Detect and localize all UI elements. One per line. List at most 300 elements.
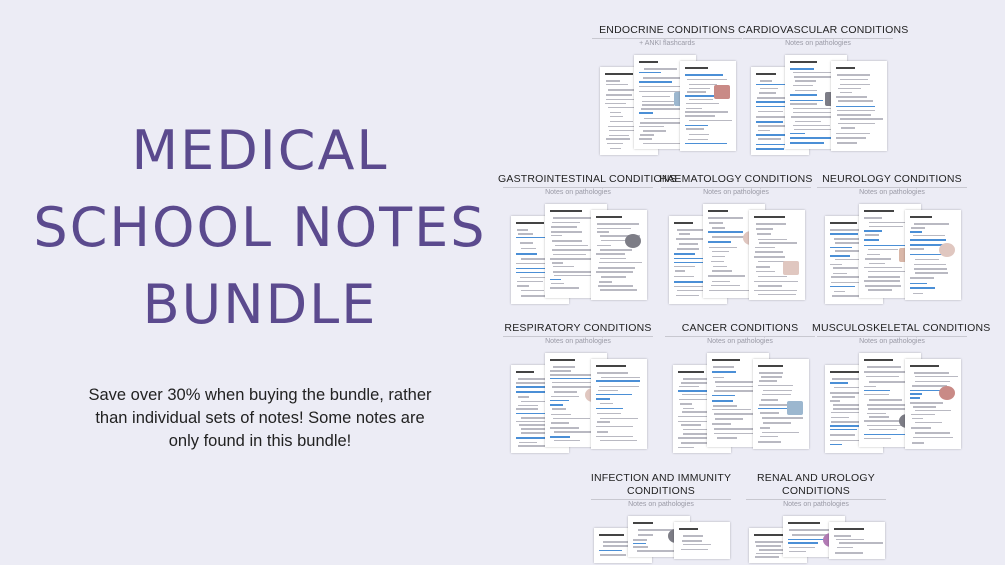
text-line <box>596 398 610 400</box>
category-subtitle: Notes on pathologies <box>545 338 611 345</box>
text-line <box>682 540 702 542</box>
text-line <box>550 378 591 380</box>
page-heading <box>674 222 693 224</box>
text-line <box>758 294 796 296</box>
text-line <box>755 247 775 249</box>
text-line <box>520 242 533 244</box>
text-line <box>864 230 882 232</box>
text-line <box>841 127 855 129</box>
text-line <box>685 143 727 145</box>
text-line <box>868 249 898 251</box>
notes-preview <box>503 200 653 304</box>
text-line <box>518 396 529 398</box>
text-line <box>915 376 958 378</box>
text-line <box>685 125 708 127</box>
text-line <box>554 391 577 393</box>
text-line <box>708 275 745 277</box>
text-line <box>831 421 859 423</box>
page-heading <box>910 365 939 367</box>
text-line <box>757 233 771 235</box>
text-line <box>709 290 755 292</box>
text-line <box>605 103 626 105</box>
text-line <box>756 266 770 268</box>
text-line <box>836 539 864 541</box>
text-line <box>869 263 885 265</box>
text-line <box>596 253 625 255</box>
text-line <box>708 241 731 243</box>
text-line <box>683 429 707 431</box>
text-line <box>601 377 640 379</box>
text-line <box>831 417 849 419</box>
text-line <box>790 133 805 135</box>
text-line <box>864 267 902 269</box>
text-line <box>600 289 637 291</box>
text-line <box>832 396 855 398</box>
text-line <box>689 120 732 122</box>
text-line <box>830 392 860 394</box>
text-line <box>714 433 759 435</box>
text-line <box>864 217 882 219</box>
note-page <box>831 61 887 151</box>
text-line <box>759 380 777 382</box>
text-line <box>599 386 639 388</box>
text-line <box>754 256 785 258</box>
text-line <box>712 371 736 373</box>
text-line <box>516 263 546 265</box>
bundle-title <box>0 112 520 343</box>
text-line <box>550 287 579 289</box>
category-subtitle: Notes on pathologies <box>703 189 769 196</box>
text-line <box>596 271 633 273</box>
text-line <box>837 547 853 549</box>
text-line <box>640 134 654 136</box>
text-line <box>674 276 694 278</box>
page-heading <box>516 371 534 373</box>
text-line <box>833 267 858 269</box>
page-heading <box>678 371 704 373</box>
text-line <box>840 79 868 81</box>
text-line <box>679 243 698 245</box>
text-line <box>680 403 692 405</box>
text-line <box>838 100 873 102</box>
text-line <box>689 84 717 86</box>
text-line <box>639 86 683 88</box>
text-line <box>869 226 903 228</box>
page-heading <box>830 222 857 224</box>
text-line <box>709 222 723 224</box>
text-line <box>639 112 653 114</box>
text-line <box>864 386 876 388</box>
text-line <box>910 283 927 285</box>
text-line <box>834 535 851 537</box>
text-line <box>633 543 646 545</box>
text-line <box>643 130 666 132</box>
text-line <box>598 285 633 287</box>
notes-preview <box>817 349 967 453</box>
text-line <box>830 382 848 384</box>
category-title: HAEMATOLOGY CONDITIONS <box>659 173 813 185</box>
text-line <box>910 277 934 279</box>
category-subtitle: + ANKI flashcards <box>639 40 695 47</box>
category-title: RENAL AND UROLOGY CONDITIONS <box>757 472 875 497</box>
text-line <box>552 262 563 264</box>
category-subtitle: Notes on pathologies <box>785 40 851 47</box>
text-line <box>553 266 574 268</box>
text-line <box>553 366 575 368</box>
text-line <box>600 440 637 442</box>
text-line <box>711 285 740 287</box>
text-line <box>687 79 727 81</box>
text-line <box>837 74 870 76</box>
text-line <box>639 126 664 128</box>
category-subtitle: Notes on pathologies <box>859 338 925 345</box>
text-line <box>789 551 806 553</box>
text-line <box>714 413 754 415</box>
text-line <box>914 372 949 374</box>
text-line <box>911 414 935 416</box>
text-line <box>788 542 818 544</box>
page-heading <box>605 73 633 75</box>
text-line <box>551 231 582 233</box>
text-line <box>839 542 883 544</box>
category-subtitle: Notes on pathologies <box>628 501 694 508</box>
text-line <box>642 104 674 106</box>
note-page <box>591 210 647 300</box>
page-heading <box>599 534 624 536</box>
text-line <box>550 370 571 372</box>
text-line <box>517 281 543 283</box>
text-line <box>599 262 642 264</box>
text-line <box>762 394 791 396</box>
text-line <box>790 103 817 105</box>
text-line <box>754 290 797 292</box>
page-heading <box>756 73 776 75</box>
text-line <box>597 223 639 225</box>
note-page <box>749 210 805 300</box>
category-4 <box>656 173 816 197</box>
text-line <box>596 426 633 428</box>
text-line <box>915 422 942 424</box>
text-line <box>600 249 632 251</box>
text-line <box>708 217 743 219</box>
text-line <box>790 142 824 144</box>
text-line <box>866 376 899 378</box>
notes-preview <box>592 51 742 155</box>
note-page <box>905 210 961 300</box>
text-line <box>838 123 875 125</box>
category-title: CANCER CONDITIONS <box>681 322 799 334</box>
page-heading <box>516 222 544 224</box>
text-line <box>914 223 949 225</box>
text-line <box>596 394 632 396</box>
text-line <box>867 404 908 406</box>
text-line <box>869 399 902 401</box>
text-line <box>552 222 580 224</box>
text-line <box>683 408 694 410</box>
text-line <box>756 134 785 136</box>
category-title: CARDIOVASCULAR CONDITIONS <box>738 24 909 36</box>
note-page <box>753 359 809 449</box>
category-title: ENDOCRINE CONDITIONS <box>599 24 735 36</box>
text-line <box>517 285 529 287</box>
text-line <box>552 240 582 242</box>
text-line <box>552 386 591 388</box>
page-heading <box>596 365 626 367</box>
text-line <box>793 72 836 74</box>
notes-preview <box>741 512 891 563</box>
text-line <box>762 432 799 434</box>
text-line <box>712 423 731 425</box>
illustration <box>787 401 803 415</box>
text-line <box>790 68 814 70</box>
category-8 <box>812 322 991 346</box>
category-6 <box>498 322 658 346</box>
text-line <box>838 88 861 90</box>
text-line <box>761 376 782 378</box>
text-line <box>676 238 706 240</box>
text-line <box>756 148 784 150</box>
text-line <box>517 229 528 231</box>
text-line <box>910 402 943 404</box>
text-line <box>550 436 570 438</box>
text-line <box>912 442 924 444</box>
text-line <box>915 259 939 261</box>
text-line <box>606 84 628 86</box>
text-line <box>552 408 566 410</box>
text-line <box>676 295 699 297</box>
text-line <box>760 88 778 90</box>
text-line <box>834 291 845 293</box>
category-title: MUSCULOSKELETAL CONDITIONS <box>812 322 991 334</box>
text-line <box>912 418 923 420</box>
text-line <box>550 404 563 406</box>
text-line <box>864 280 900 282</box>
text-line <box>712 251 729 253</box>
text-line <box>759 242 797 244</box>
text-line <box>716 386 755 388</box>
text-line <box>709 247 737 249</box>
text-line <box>758 441 781 443</box>
text-line <box>758 239 787 241</box>
text-line <box>712 409 751 411</box>
text-line <box>516 268 546 270</box>
illustration <box>939 243 955 257</box>
text-line <box>597 413 621 415</box>
text-line <box>864 245 909 247</box>
text-line <box>550 279 561 281</box>
text-line <box>643 77 680 79</box>
text-line <box>836 106 875 108</box>
text-line <box>830 429 857 431</box>
text-line <box>867 254 880 256</box>
text-line <box>915 432 950 434</box>
category-9 <box>586 472 736 509</box>
text-line <box>679 399 710 401</box>
text-line <box>633 546 648 548</box>
text-line <box>610 121 633 123</box>
text-line <box>910 239 946 241</box>
page-heading <box>834 528 864 530</box>
page-heading <box>754 534 787 536</box>
text-line <box>793 108 836 110</box>
illustration <box>714 85 730 99</box>
category-subtitle: Notes on pathologies <box>545 189 611 196</box>
text-line <box>910 397 920 399</box>
text-line <box>758 130 770 132</box>
text-line <box>600 403 613 405</box>
text-line <box>674 266 695 268</box>
text-line <box>552 382 594 384</box>
text-line <box>551 235 562 237</box>
text-line <box>756 101 785 103</box>
text-line <box>911 227 925 229</box>
text-line <box>754 281 798 283</box>
text-line <box>689 134 709 136</box>
text-line <box>597 228 631 230</box>
text-line <box>713 266 727 268</box>
text-line <box>597 431 608 433</box>
text-line <box>599 550 622 552</box>
text-line <box>915 381 950 383</box>
text-line <box>713 377 724 379</box>
category-subtitle: Notes on pathologies <box>859 189 925 196</box>
text-line <box>610 112 621 114</box>
category-2 <box>738 24 909 48</box>
text-line <box>830 440 859 442</box>
text-line <box>758 285 782 287</box>
text-line <box>762 417 803 419</box>
text-line <box>521 248 536 250</box>
text-line <box>554 440 580 442</box>
page-heading <box>790 61 817 63</box>
text-line <box>868 271 909 273</box>
text-line <box>678 447 694 449</box>
text-line <box>712 256 725 258</box>
title-line-2: SCHOOL NOTES <box>33 196 487 259</box>
page-heading <box>758 365 783 367</box>
text-line <box>675 270 685 272</box>
text-line <box>760 427 770 429</box>
text-line <box>760 412 779 414</box>
text-line <box>910 248 924 250</box>
text-line <box>868 289 892 291</box>
text-line <box>712 227 725 229</box>
text-line <box>913 437 953 439</box>
text-line <box>551 422 569 424</box>
text-line <box>915 410 951 412</box>
text-line <box>642 96 670 98</box>
text-line <box>712 281 730 283</box>
text-line <box>911 427 931 429</box>
page-heading <box>633 522 653 524</box>
text-line <box>835 259 860 261</box>
notes-preview <box>661 200 811 304</box>
text-line <box>520 277 548 279</box>
text-line <box>836 137 866 139</box>
page-heading <box>708 210 728 212</box>
illustration <box>625 234 641 248</box>
text-line <box>756 228 773 230</box>
text-line <box>600 418 638 420</box>
text-line <box>864 394 889 396</box>
category-title: NEUROLOGY CONDITIONS <box>822 173 962 185</box>
text-line <box>864 438 891 440</box>
category-title: INFECTION AND IMMUNITY CONDITIONS <box>590 472 732 497</box>
text-line <box>759 372 783 374</box>
text-line <box>639 81 672 83</box>
text-line <box>865 234 879 236</box>
text-line <box>607 143 623 145</box>
text-line <box>551 396 579 398</box>
text-line <box>756 144 787 146</box>
text-line <box>868 276 900 278</box>
illustration <box>783 261 799 275</box>
notes-preview <box>665 349 815 453</box>
page-heading <box>679 528 698 530</box>
text-line <box>793 85 813 87</box>
text-line <box>914 268 947 270</box>
text-line <box>555 245 588 247</box>
note-page <box>829 522 885 559</box>
text-line <box>910 231 922 233</box>
text-line <box>836 96 867 98</box>
note-page <box>674 522 730 559</box>
text-line <box>685 115 715 117</box>
text-line <box>516 253 537 255</box>
text-line <box>867 413 886 415</box>
text-line <box>867 366 901 368</box>
text-line <box>638 534 653 536</box>
notes-preview <box>503 349 653 453</box>
text-line <box>758 385 793 387</box>
text-line <box>689 99 713 101</box>
text-line <box>554 275 596 277</box>
text-line <box>913 235 945 237</box>
text-line <box>633 539 647 541</box>
text-line <box>915 272 948 274</box>
text-line <box>759 92 776 94</box>
text-line <box>830 247 852 249</box>
text-line <box>715 381 756 383</box>
text-line <box>795 80 816 82</box>
text-line <box>687 91 706 93</box>
text-line <box>606 138 630 140</box>
text-line <box>686 108 702 110</box>
text-line <box>610 116 623 118</box>
text-line <box>597 245 611 247</box>
category-5 <box>812 173 972 197</box>
text-line <box>717 437 737 439</box>
text-line <box>865 258 891 260</box>
text-line <box>836 133 870 135</box>
text-line <box>761 399 778 401</box>
notes-preview <box>743 51 893 155</box>
text-line <box>840 118 883 120</box>
text-line <box>606 94 632 96</box>
text-line <box>837 110 875 112</box>
text-line <box>756 271 775 273</box>
text-line <box>760 436 778 438</box>
text-line <box>830 400 840 402</box>
text-line <box>601 276 626 278</box>
text-line <box>712 400 733 402</box>
text-line <box>758 138 781 140</box>
bundle-description: Save over 30% when buying the bundle, rather than individual sets of notes! Some notes are only found in this bundle! <box>88 386 432 450</box>
text-line <box>551 283 564 285</box>
text-line <box>516 386 547 388</box>
text-line <box>599 281 612 283</box>
category-title: RESPIRATORY CONDITIONS <box>504 322 652 334</box>
